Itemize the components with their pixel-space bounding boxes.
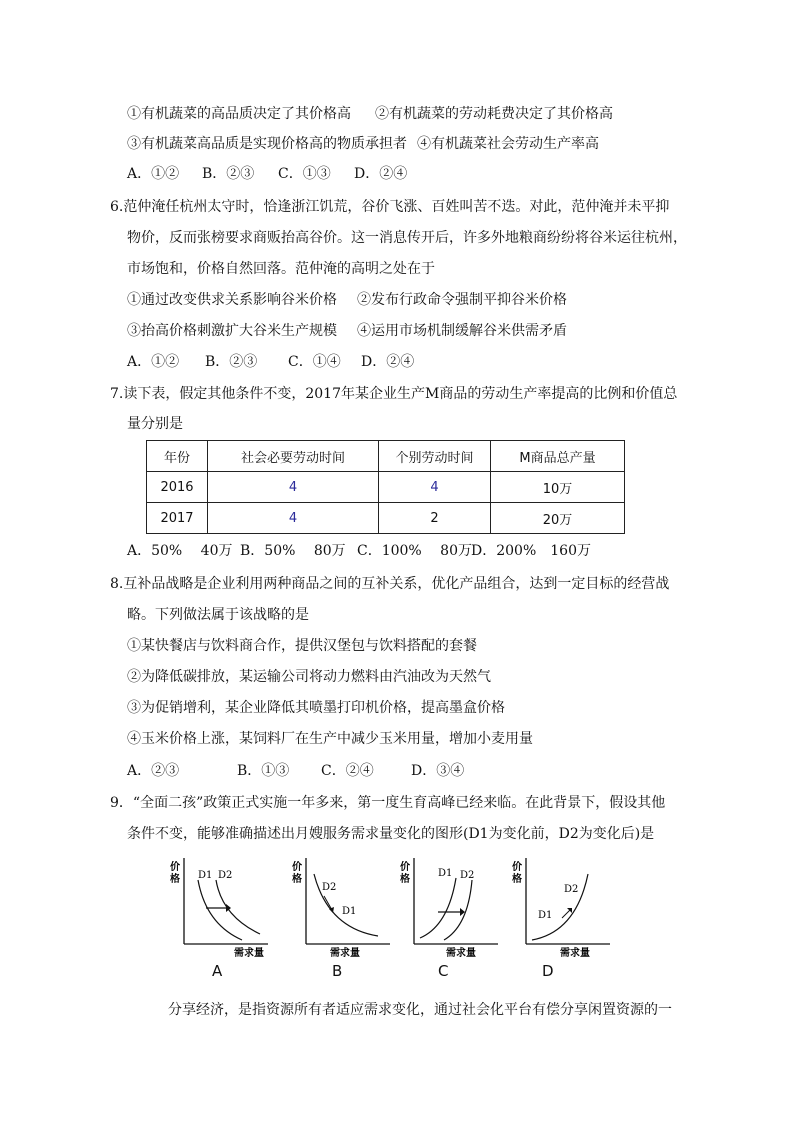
table-header-cell: M商品总产量 [491,441,625,472]
demand-curve-d2 [216,880,260,934]
q6-statement-2: ②发布行政命令强制平抑谷米价格 [357,292,567,308]
x-axis-label: 需求量 [330,948,360,957]
d1-label: D1 [438,868,453,879]
d1-label: D1 [342,906,357,917]
q7-stem-line-1: 7.读下表，假定其他条件不变，2017年某企业生产M商品的劳动生产率提高的比例和价值总 [110,386,678,402]
q8-option-b[interactable]: B．①③ [237,763,290,779]
q6-stem-line-1: 6.范仲淹任杭州太守时，恰逢浙江饥荒，谷价飞涨、百姓叫苦不迭。对此，范仲淹并未平抑 [110,199,670,215]
figure-c-letter: C [438,962,449,980]
q7-option-d[interactable]: D．200% 160万 [471,543,591,559]
table-cell: 20万 [491,503,625,534]
table-cell: 4 [208,472,379,503]
table-header-cell: 年份 [147,441,208,472]
y-axis-label-1: 价 [292,862,302,873]
q8-option-c[interactable]: C．②④ [321,763,374,779]
q8-statement-3: ③为促销增利，某企业降低其喷墨打印机价格，提高墨盒价格 [127,700,505,716]
q5-option-b[interactable]: B．②③ [202,166,255,182]
q9-stem-line-1: 9．“全面二孩”政策正式实施一年多来，第一度生育高峰已经来临。在此背景下，假设其他 [110,795,666,811]
q8-option-a[interactable]: A．②③ [127,763,180,779]
d2-label: D2 [218,870,233,881]
supply-curve-d1 [420,878,456,938]
q9-stem-line-2: 条件不变，能够准确描述出月嫂服务需求量变化的图形(D1为变化前，D2为变化后)是 [127,826,655,842]
q6-options [127,352,414,372]
table-row [147,503,625,534]
figure-a-graph [168,852,272,957]
q5-statement-2: ②有机蔬菜的劳动耗费决定了其价格高 [375,106,613,122]
q6-statement-4: ④运用市场机制缓解谷米供需矛盾 [357,323,567,339]
q7-stem-line-2: 量分别是 [127,416,183,432]
figure-d-letter: D [542,962,554,980]
figure-c[interactable] [398,852,502,980]
y-axis-label-2: 格 [292,874,302,885]
q5-statement-1: ①有机蔬菜的高品质决定了其价格高 [127,106,351,122]
demand-curve-d1 [198,880,242,940]
q8-statement-2: ②为降低碳排放，某运输公司将动力燃料由汽油改为天然气 [127,669,491,685]
q7-options [127,541,591,561]
q5-option-d[interactable]: D．②④ [354,166,408,182]
table-header-cell: 社会必要劳动时间 [208,441,379,472]
q6-statement-3: ③抬高价格刺激扩大谷米生产规模 [127,323,337,339]
q5-statement-1-2 [127,104,613,124]
q6-stem-line-3: 市场饱和，价格自然回落。范仲淹的高明之处在于 [127,261,435,277]
y-axis-label-2: 格 [512,874,522,885]
supply-curve-d2 [444,880,472,940]
q6-statement-3-4 [127,321,567,341]
table-row [147,472,625,503]
q5-option-c[interactable]: C．①③ [278,166,331,182]
movement-arrow [324,896,332,910]
q7-option-a[interactable]: A．50% 40万 [127,543,233,559]
q8-stem-line-2: 略。下列做法属于该战略的是 [127,607,309,623]
q7-data-table [146,440,625,534]
q6-stem-line-2: 物价，反而张榜要求商贩抬高谷价。这一消息传开后，许多外地粮商纷纷将谷米运往杭州， [127,230,687,246]
q6-option-c[interactable]: C．①④ [288,354,341,370]
y-axis-label-2: 格 [400,874,410,885]
q10-stem-line-1: 分享经济，是指资源所有者适应需求变化，通过社会化平台有偿分享闲置资源的一 [168,1002,672,1018]
q5-option-a[interactable]: A．①② [127,166,180,182]
figure-b-graph [290,852,394,957]
table-cell: 2 [379,503,491,534]
q6-statement-1: ①通过改变供求关系影响谷米价格 [127,292,337,308]
q6-statement-1-2 [127,290,567,310]
figure-c-graph [398,852,502,957]
shift-arrowhead [226,904,231,912]
d2-label: D2 [322,882,337,893]
curve [532,874,588,940]
table-header-cell: 个别劳动时间 [379,441,491,472]
q5-statement-3: ③有机蔬菜高品质是实现价格高的物质承担者 [127,136,407,152]
q8-statement-1: ①某快餐店与饮料商合作，提供汉堡包与饮料搭配的套餐 [127,638,477,654]
q8-stem-line-1: 8.互补品战略是企业利用两种商品之间的互补关系，优化产品组合，达到一定目标的经营战 [110,576,670,592]
y-axis-label-1: 价 [400,862,410,873]
movement-arrow [562,910,570,918]
q5-statement-4: ④有机蔬菜社会劳动生产率高 [417,136,599,152]
figure-b[interactable] [290,852,394,980]
x-axis-label: 需求量 [234,948,264,957]
x-axis-label: 需求量 [446,948,476,957]
table-cell: 4 [208,503,379,534]
q8-option-d[interactable]: D．③④ [411,763,465,779]
q8-options [127,761,464,781]
q6-option-b[interactable]: B．②③ [205,354,258,370]
d2-label: D2 [564,884,579,895]
figure-b-letter: B [332,962,343,980]
y-axis-label-1: 价 [170,862,180,873]
q5-options [127,164,407,184]
table-header-row [147,441,625,472]
d1-label: D1 [538,910,553,921]
figure-a[interactable] [168,852,272,980]
d1-label: D1 [198,870,213,881]
d2-label: D2 [460,870,475,881]
figure-d[interactable] [510,852,614,980]
q6-option-d[interactable]: D．②④ [361,354,415,370]
table-cell: 2016 [147,472,208,503]
table-cell: 10万 [491,472,625,503]
q5-statement-3-4 [127,134,599,154]
x-axis-label: 需求量 [560,948,590,957]
q6-option-a[interactable]: A．①② [127,354,180,370]
q7-option-b[interactable]: B．50% 80万 [240,543,346,559]
y-axis-label-1: 价 [512,862,522,873]
q7-option-c[interactable]: C．100% 80万 [357,543,473,559]
figure-d-graph [510,852,614,957]
y-axis-label-2: 格 [170,874,180,885]
table-cell: 2017 [147,503,208,534]
q8-statement-4: ④玉米价格上涨，某饲料厂在生产中减少玉米用量，增加小麦用量 [127,731,533,747]
figure-a-letter: A [212,962,223,980]
table-cell: 4 [379,472,491,503]
